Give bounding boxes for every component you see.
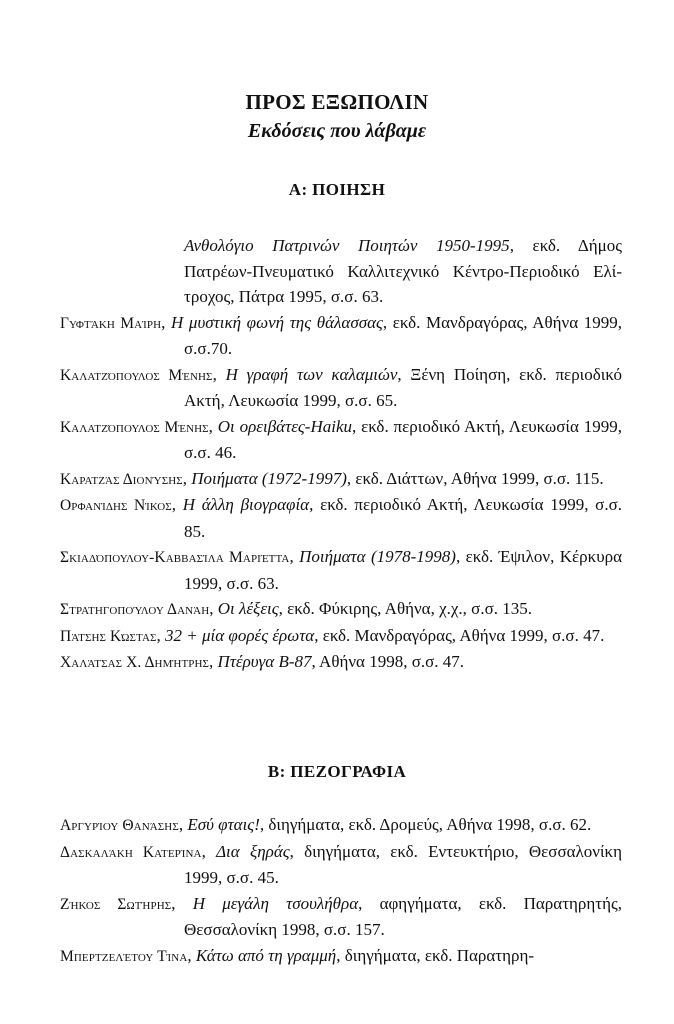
entry-author: Καρατζάς Διονύσης xyxy=(60,470,183,488)
bibliography-entry: Γυφτάκη Μαίρη, Η μυστική φωνή της θάλασσας, εκδ. Μανδραγόρας, Αθήνα 1999, σ.σ.70. xyxy=(60,312,622,358)
entry-title: Οι ορειβάτες-Haiku xyxy=(217,416,352,436)
entry-title: Εσύ φταις! xyxy=(187,815,260,834)
entry-title: 32 + μία φορές έρωτα xyxy=(165,625,315,645)
entry-title: Η μυστική φωνή της θάλασσας xyxy=(171,312,383,332)
bibliography-entry: Πάτσης Κώστας, 32 + μία φορές έρωτα, εκδ. Μανδραγόρας, Αθήνα 1999, σ.σ. 47. xyxy=(60,625,605,645)
entry-details: , αφηγήματα, εκδ. Παρατηρητής, Θεσσαλονίκη 1998, σ.σ. 157. xyxy=(184,893,622,939)
entry-author: Πάτσης Κώστας xyxy=(60,627,157,645)
entry-details: , εκδ. Διάττων, Αθήνα 1999, σ.σ. 115. xyxy=(346,468,604,488)
entry-details: , εκδ. περιοδικό Ακτή, Λευκωσία 1999, σ.σ. 46. xyxy=(184,416,622,462)
entry-details: , εκδ. Μανδραγόρας, Αθήνα 1999, σ.σ.70. xyxy=(184,312,622,358)
entry-details: , Ξένη Ποίηση, εκδ. περιοδικό Ακτή, Λευκωσία 1999, σ.σ. 65. xyxy=(184,364,623,410)
entry-title: Η άλλη βιογραφία xyxy=(182,495,310,514)
entry-author: Δασκαλάκη Κατερίνα xyxy=(60,843,202,861)
bibliography-entry: Στρατηγοπούλου Δανάη, Οι λέξεις, εκδ. Φύκιρης, Αθήνα, χ.χ., σ.σ. 135. xyxy=(60,599,532,618)
entry-author: Στρατηγοπούλου Δανάη xyxy=(60,601,210,618)
entry-title: Οι λέξεις xyxy=(217,599,279,618)
entry-title: Πτέρυγα Β-87 xyxy=(217,652,312,671)
entry-details: , διηγήματα, εκδ. Παρατηρη- xyxy=(336,945,535,965)
prose-entries-list xyxy=(60,812,622,969)
section-heading-prose: Β: ΠΕΖΟΓΡΑΦΙΑ xyxy=(267,762,407,781)
entry-details: , Αθήνα 1998, σ.σ. 47. xyxy=(311,652,465,671)
entry-author: Χαλάτσας Χ. Δημήτρης xyxy=(60,654,210,671)
entry-details: , διηγήματα, εκδ. Δρομεύς, Αθήνα 1998, σ.σ. 62. xyxy=(259,815,592,834)
entry-details: , εκδ. Έψιλον, Κέρκυρα 1999, σ.σ. 63. xyxy=(184,547,622,593)
entry-author: Ορφανίδης Νίκος xyxy=(60,497,172,514)
bibliography-entry: Αργυρίου Θανάσης, Εσύ φταις!, διηγήματα, εκδ. Δρομεύς, Αθήνα 1998, σ.σ. 62. xyxy=(60,815,592,834)
entry-title: Κάτω από τη γραμμή xyxy=(195,945,337,965)
bibliography-entry: Ορφανίδης Νίκος, Η άλλη βιογραφία, εκδ. περιοδικό Ακτή, Λευκωσία 1999, σ.σ. 85. xyxy=(60,495,623,541)
entry-author: Καλατζόπουλος Μένης xyxy=(60,366,213,384)
bibliography-entry: Καρατζάς Διονύσης, Ποιήματα (1972-1997), εκδ. Διάττων, Αθήνα 1999, σ.σ. 115. xyxy=(60,468,604,488)
entry-details: , εκδ. περιοδικό Ακτή, Λευκωσία 1999, σ.σ. 85. xyxy=(184,495,623,541)
section-heading-poetry: Α: ΠΟΙΗΣΗ xyxy=(288,180,386,199)
bibliography-entry: Ζήκος Σωτήρης, Η μεγάλη τσουλήθρα, αφηγήματα, εκδ. Παρατηρητής, Θεσσαλονίκη 1998, σ.σ. 157. xyxy=(60,893,622,939)
bibliography-entry xyxy=(60,233,622,310)
entry-title: Η γραφή των καλαμιών xyxy=(225,364,398,384)
bibliography-entry: Δασκαλάκη Κατερίνα, Δια ξηράς, διηγήματα, εκδ. Εντευκτήριο, Θεσσαλονίκη 1999, σ.σ. 45. xyxy=(60,841,622,887)
poetry-entries-list xyxy=(60,233,622,676)
entry-details: , διηγήματα, εκδ. Εντευκτήριο, Θεσσαλονίκη 1999, σ.σ. 45. xyxy=(184,841,622,887)
page-subtitle: Εκδόσεις που λάβαμε xyxy=(247,120,427,142)
entry-details: , εκδ. Δήμος Πατρέων-Πνευματικό Καλλιτεχνικό Κέντρο-Περιοδικό Ελί-τροχος, Πάτρα 1995, σ.σ. 63. xyxy=(184,236,622,306)
page-title: ΠΡΟΣ ΕΞΩΠΟΛΙΝ xyxy=(245,90,429,114)
entry-title: Η μεγάλη τσουλήθρα xyxy=(192,893,359,913)
entry-author: Γυφτάκη Μαίρη xyxy=(60,314,162,332)
entry-author: Μπερτζελέτου Τίνα xyxy=(60,947,188,965)
entry-title: Ποιήματα (1978-1998) xyxy=(299,547,456,566)
bibliography-entry: Μπερτζελέτου Τίνα, Κάτω από τη γραμμή, διηγήματα, εκδ. Παρατηρη- xyxy=(60,945,535,965)
entry-title: Ανθολόγιο Πατρινών Ποιητών 1950-1995 xyxy=(184,236,510,255)
bibliography-entry: Χαλάτσας Χ. Δημήτρης, Πτέρυγα Β-87, Αθήνα 1998, σ.σ. 47. xyxy=(60,652,465,671)
bibliography-entry: Καλατζόπουλος Μένης, Οι ορειβάτες-Haiku, εκδ. περιοδικό Ακτή, Λευκωσία 1999, σ.σ. 46. xyxy=(60,416,622,462)
entry-author: Σκιαδόπουλου-Καββασίλα Μαριέττα xyxy=(60,549,290,566)
entry-title: Ποιήματα (1972-1997) xyxy=(191,468,347,488)
entry-details: , εκδ. Φύκιρης, Αθήνα, χ.χ., σ.σ. 135. xyxy=(278,599,532,618)
entry-author: Καλατζόπουλος Μένης xyxy=(60,418,209,436)
bibliography-entry: Σκιαδόπουλου-Καββασίλα Μαριέττα, Ποιήματα (1978-1998), εκδ. Έψιλον, Κέρκυρα 1999, σ.σ. 63. xyxy=(60,547,622,593)
bibliography-entry: Καλατζόπουλος Μένης, Η γραφή των καλαμιών, Ξένη Ποίηση, εκδ. περιοδικό Ακτή, Λευκωσία 1999, σ.σ. 65. xyxy=(60,364,623,410)
entry-author: Ζήκος Σωτήρης xyxy=(60,895,172,913)
entry-details: , εκδ. Μανδραγόρας, Αθήνα 1999, σ.σ. 47. xyxy=(314,625,605,645)
entry-title: Δια ξηράς xyxy=(216,841,290,861)
entry-author: Αργυρίου Θανάσης xyxy=(60,817,179,834)
